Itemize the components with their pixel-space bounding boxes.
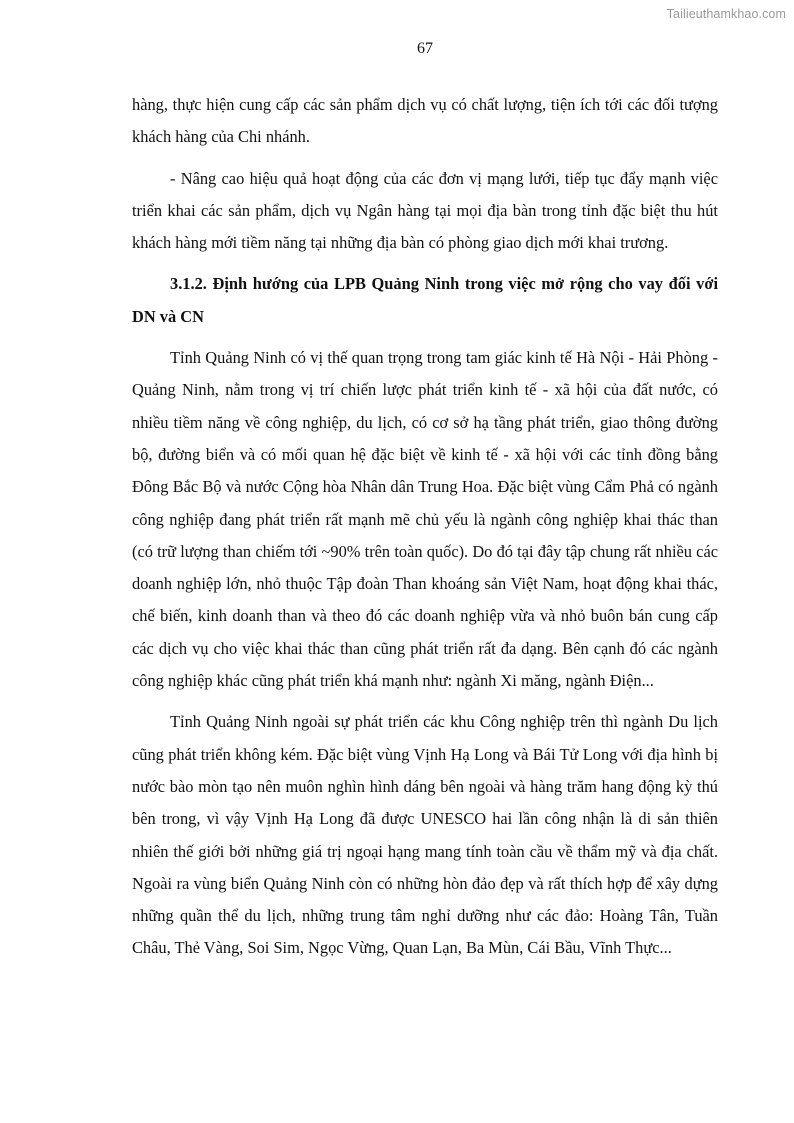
paragraph-network-units: - Nâng cao hiệu quả hoạt động của các đơn vị mạng lưới, tiếp tục đẩy mạnh việc triển khai các sản phẩm, dịch vụ Ngân hàng tại mọi địa bàn trong tỉnh đặc biệt thu hút khách hàng mới tiềm năng tại những địa bàn có phòng giao dịch mới khai trương. <box>132 168 718 253</box>
section-heading: 3.1.2. Định hướng của LPB Quảng Ninh trong việc mở rộng cho vay đối với DN và CN <box>132 274 718 326</box>
page-number: 67 <box>417 40 433 57</box>
page-body <box>132 89 718 965</box>
paragraph-continuation: hàng, thực hiện cung cấp các sản phẩm dịch vụ có chất lượng, tiện ích tới các đối tượng khách hàng của Chi nhánh. <box>132 95 718 147</box>
paragraph-quang-ninh-economy: Tỉnh Quảng Ninh có vị thế quan trọng trong tam giác kinh tế Hà Nội - Hải Phòng - Quảng Ninh, nằm trong vị trí chiến lược phát triển kinh tế - xã hội của đất nước, có nhiều tiềm năng về công nghiệp, du lịch, có cơ sở hạ tầng phát triển, giao thông đường bộ, đường biển và có mối quan hệ đặc biệt về kinh tế - xã hội với các tỉnh đồng bằng Đông Bắc Bộ và nước Cộng hòa Nhân dân Trung Hoa. Đặc biệt vùng Cẩm Phả có ngành công nghiệp đang phát triển rất mạnh mẽ chủ yếu là ngành công nghiệp khai thác than (có trữ lượng than chiếm tới ~90% trên toàn quốc). Do đó tại đây tập chung rất nhiều các doanh nghiệp lớn, nhỏ thuộc Tập đoàn Than khoáng sản Việt Nam, hoạt động khai thác, chế biến, kinh doanh than và theo đó các doanh nghiệp vừa và nhỏ buôn bán cung cấp các dịch vụ cho việc khai thác than cũng phát triển rất đa dạng. Bên cạnh đó các ngành công nghiệp khác cũng phát triển khá mạnh như: ngành Xi măng, ngành Điện... <box>132 348 718 691</box>
watermark-text: Tailieuthamkhao.com <box>666 7 786 21</box>
paragraph-quang-ninh-tourism: Tỉnh Quảng Ninh ngoài sự phát triển các khu Công nghiệp trên thì ngành Du lịch cũng phát triển không kém. Đặc biệt vùng Vịnh Hạ Long và Bái Tử Long với địa hình bị nước bào mòn tạo nên muôn nghìn hình dáng bên ngoài và hàng trăm hang động kỳ thú bên trong, vì vậy Vịnh Hạ Long đã được UNESCO hai lần công nhận là di sản thiên nhiên thế giới bởi những giá trị ngoại hạng mang tính toàn cầu về thẩm mỹ và địa chất. Ngoài ra vùng biển Quảng Ninh còn có những hòn đảo đẹp và rất thích hợp để xây dựng những quần thể du lịch, những trung tâm nghỉ dưỡng như các đảo: Hoàng Tân, Tuần Châu, Thẻ Vàng, Soi Sim, Ngọc Vừng, Quan Lạn, Ba Mùn, Cái Bầu, Vĩnh Thực... <box>132 712 718 958</box>
